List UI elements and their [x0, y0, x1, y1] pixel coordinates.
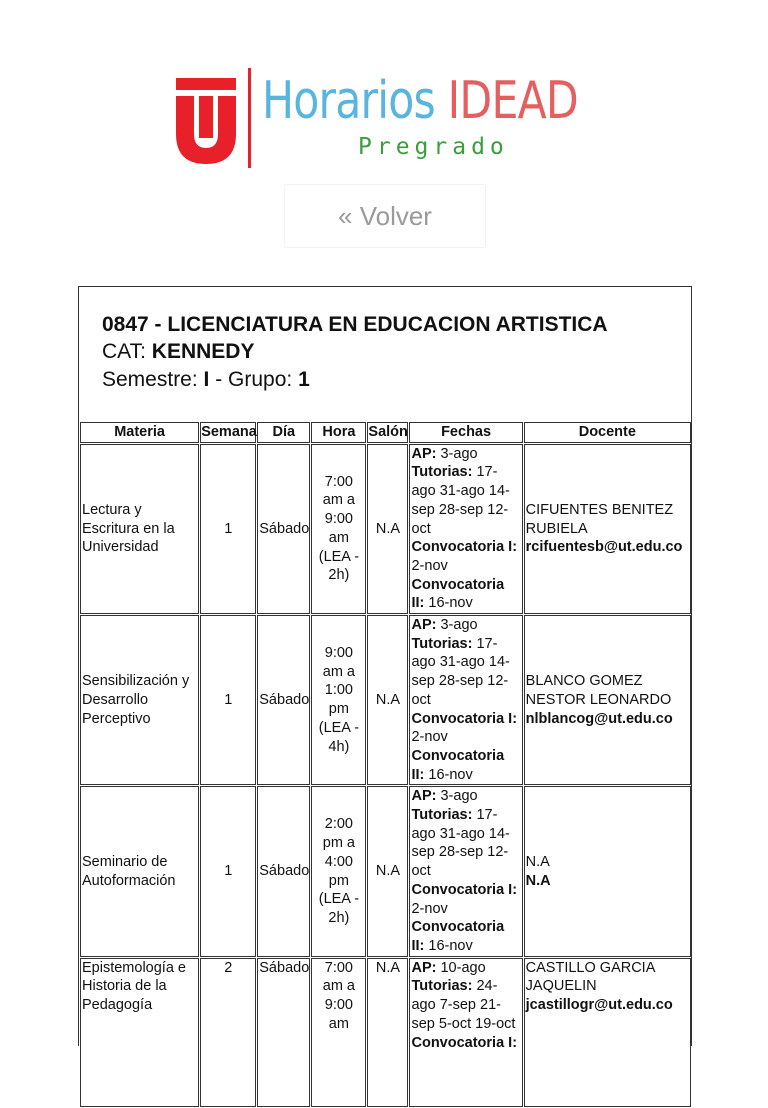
semester-label: Semestre: [102, 368, 204, 391]
cell-materia: Sensibilización y Desarrollo Perceptivo [80, 615, 199, 785]
cell-salon: N.A [367, 615, 408, 785]
back-button[interactable]: « Volver [284, 184, 486, 248]
brand-title-horarios: Horarios [262, 71, 435, 131]
tutorias-dates: 17-ago 31-ago 14-sep 28-sep 12-oct [411, 464, 510, 537]
table-row [80, 615, 691, 785]
cell-materia: Seminario de Autoformación [80, 786, 199, 956]
docente-email: rcifuentesb@ut.edu.co [525, 539, 683, 556]
schedule-table [79, 421, 692, 1108]
header-dia: Día [257, 422, 310, 443]
ut-logo-icon [176, 78, 236, 164]
cell-fechas [409, 786, 522, 956]
docente-email: nlblancog@ut.edu.co [525, 710, 673, 727]
convocatoria-2-date: 16-nov [424, 937, 473, 954]
header-fechas: Fechas [409, 422, 522, 443]
header-materia: Materia [80, 422, 199, 443]
convocatoria-2-label: Convocatoria II: [411, 747, 505, 783]
site-header [0, 0, 768, 180]
group-value: 1 [298, 368, 310, 391]
cell-hora: 2:00 pm a 4:00 pm (LEA - 2h) [311, 786, 366, 956]
docente-name: CIFUENTES BENITEZ RUBIELA [525, 501, 674, 537]
schedule-card [78, 286, 692, 1051]
docente-email: N.A [525, 872, 551, 889]
cell-semana: 1 [200, 444, 256, 614]
group-label: - Grupo: [209, 368, 299, 391]
tutorias-dates: 24-ago 7-sep 21-sep 5-oct 19-oct [411, 978, 516, 1032]
cell-dia: Sábado [257, 615, 310, 785]
cell-fechas [409, 615, 522, 785]
cell-hora: 7:00 am a 9:00 am (LEA - 2h) [311, 444, 366, 614]
docente-name: CASTILLO GARCIA JAQUELIN [525, 959, 655, 995]
cell-materia: Lectura y Escritura en la Universidad [80, 444, 199, 614]
cell-materia: Epistemología e Historia de la Pedagogía [80, 958, 199, 1107]
ap-date: 3-ago [436, 617, 478, 634]
table-row [80, 958, 691, 1107]
cell-dia: Sábado [257, 958, 310, 1107]
convocatoria-1-label: Convocatoria I: [411, 539, 518, 556]
tutorias-dates: 17-ago 31-ago 14-sep 28-sep 12-oct [411, 807, 510, 880]
convocatoria-1-label: Convocatoria I: [411, 710, 518, 727]
table-row [80, 444, 691, 614]
cat-line [102, 338, 691, 366]
cell-docente [524, 958, 691, 1107]
ap-label: AP: [411, 445, 437, 462]
tutorias-label: Tutorias: [411, 635, 473, 652]
tutorias-dates: 17-ago 31-ago 14-sep 28-sep 12-oct [411, 635, 510, 708]
ap-date: 3-ago [436, 445, 478, 462]
convocatoria-2-date: 16-nov [424, 766, 473, 783]
convocatoria-1-label: Convocatoria I: [411, 881, 518, 898]
program-header [79, 287, 691, 421]
cell-salon: N.A [367, 958, 408, 1107]
cell-salon: N.A [367, 444, 408, 614]
header-semana: Semana [200, 422, 256, 443]
docente-name: N.A [525, 853, 550, 870]
cell-fechas [409, 444, 522, 614]
semester-value: I [203, 368, 210, 391]
cell-docente [524, 444, 691, 614]
brand-subtitle: Pregrado [358, 134, 509, 160]
table-row [80, 786, 691, 956]
ap-date: 3-ago [436, 788, 478, 805]
logo-divider [248, 68, 251, 168]
cell-docente [524, 615, 691, 785]
cell-hora: 7:00 am a 9:00 am [311, 958, 366, 1107]
header-docente: Docente [524, 422, 691, 443]
program-title: 0847 - LICENCIATURA EN EDUCACION ARTISTICA [102, 313, 608, 336]
cell-dia: Sábado [257, 444, 310, 614]
ap-label: AP: [411, 959, 437, 976]
semester-line [102, 366, 691, 394]
convocatoria-1-date: 2-nov [411, 900, 448, 917]
cell-dia: Sábado [257, 786, 310, 956]
tutorias-label: Tutorias: [411, 807, 473, 824]
docente-name: BLANCO GOMEZ NESTOR LEONARDO [525, 673, 672, 708]
cell-docente [524, 786, 691, 956]
cell-hora: 9:00 am a 1:00 pm (LEA - 4h) [311, 615, 366, 785]
table-header-row [80, 422, 691, 443]
convocatoria-2-label: Convocatoria II: [411, 576, 505, 612]
cell-salon: N.A [367, 786, 408, 956]
header-salon: Salón [367, 422, 408, 443]
ap-label: AP: [411, 617, 437, 634]
convocatoria-2-date: 16-nov [424, 595, 473, 612]
cell-semana: 1 [200, 786, 256, 956]
convocatoria-2-label: Convocatoria II: [411, 919, 505, 954]
tutorias-label: Tutorias: [411, 978, 473, 995]
convocatoria-1-label: Convocatoria I: [411, 1034, 518, 1051]
header-hora: Hora [311, 422, 366, 443]
convocatoria-1-date: 2-nov [411, 557, 448, 574]
ap-date: 10-ago [436, 959, 486, 976]
cell-semana: 1 [200, 615, 256, 785]
ap-label: AP: [411, 788, 437, 805]
cell-semana: 2 [200, 958, 256, 1107]
cell-fechas [409, 958, 522, 1107]
cat-label: CAT: [102, 340, 152, 363]
brand-title [262, 70, 578, 132]
tutorias-label: Tutorias: [411, 464, 473, 481]
convocatoria-1-date: 2-nov [411, 729, 448, 746]
docente-email: jcastillogr@ut.edu.co [525, 997, 673, 1014]
cat-value: KENNEDY [151, 340, 255, 363]
brand-title-idead: IDEAD [447, 71, 578, 131]
